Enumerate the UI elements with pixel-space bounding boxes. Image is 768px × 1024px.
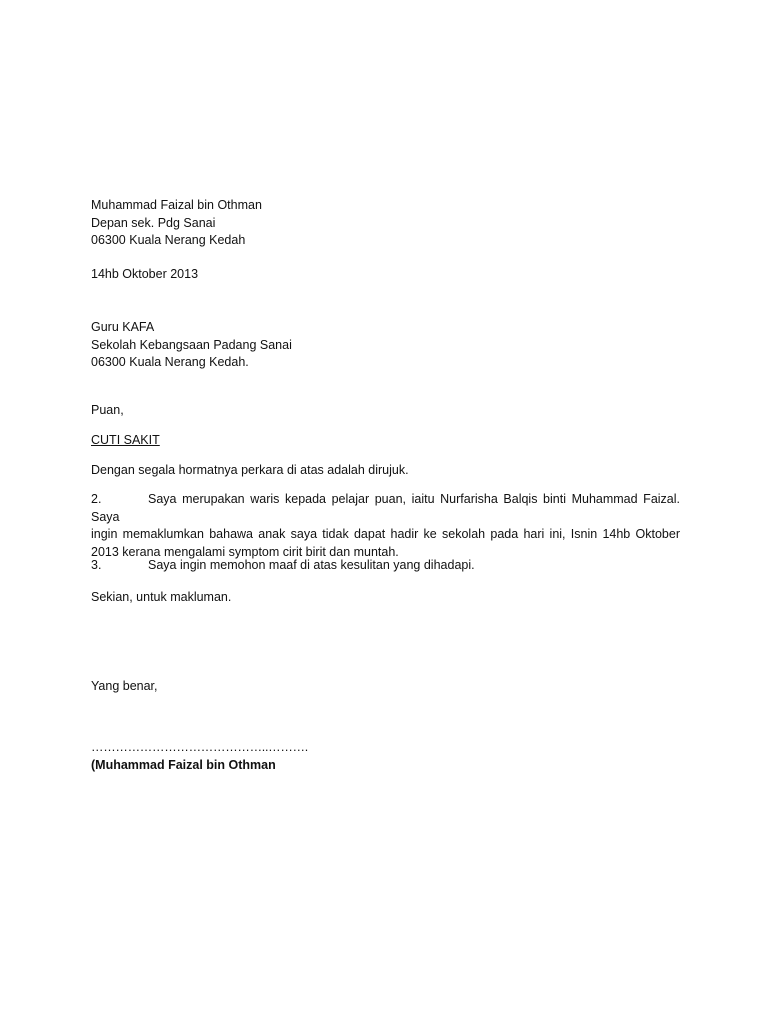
paragraph-2-line-3: 2013 kerana mengalami symptom cirit birit dan muntah. [91,544,399,559]
salutation: Puan, [91,403,124,417]
signature-line: ……………………………………..………. [91,740,308,754]
recipient-address [91,319,680,372]
subject-heading: CUTI SAKIT [91,433,160,447]
paragraph-2-line-1-text: Saya merupakan waris kepada pelajar puan, iaitu Nurfarisha Balqis binti Muhammad Faizal. Saya [91,492,680,524]
signature-name: (Muhammad Faizal bin Othman [91,758,276,772]
paragraph-3 [91,557,680,575]
paragraph-3-number: 3. [91,558,102,572]
paragraph-2-line-2: ingin memaklumkan bahawa anak saya tidak dapat hadir ke sekolah pada hari ini, Isnin 14hb Oktober [91,527,680,541]
paragraph-2 [91,491,680,561]
sender-address-line-2: 06300 Kuala Nerang Kedah [91,233,246,247]
recipient-title: Guru KAFA [91,320,155,334]
sender-name: Muhammad Faizal bin Othman [91,198,262,212]
paragraph-2-number: 2. [91,492,102,506]
sign-off: Yang benar, [91,679,158,693]
sender-address-line-1: Depan sek. Pdg Sanai [91,215,216,230]
paragraph-2-line-1 [91,491,680,526]
sender-address [91,197,680,250]
recipient-school: Sekolah Kebangsaan Padang Sanai [91,337,292,352]
closing-line: Sekian, untuk makluman. [91,590,232,604]
reference-paragraph: Dengan segala hormatnya perkara di atas adalah dirujuk. [91,463,409,477]
paragraph-3-text: Saya ingin memohon maaf di atas kesulitan yang dihadapi. [148,558,475,572]
recipient-address-line: 06300 Kuala Nerang Kedah. [91,355,249,369]
letter-date: 14hb Oktober 2013 [91,267,199,281]
